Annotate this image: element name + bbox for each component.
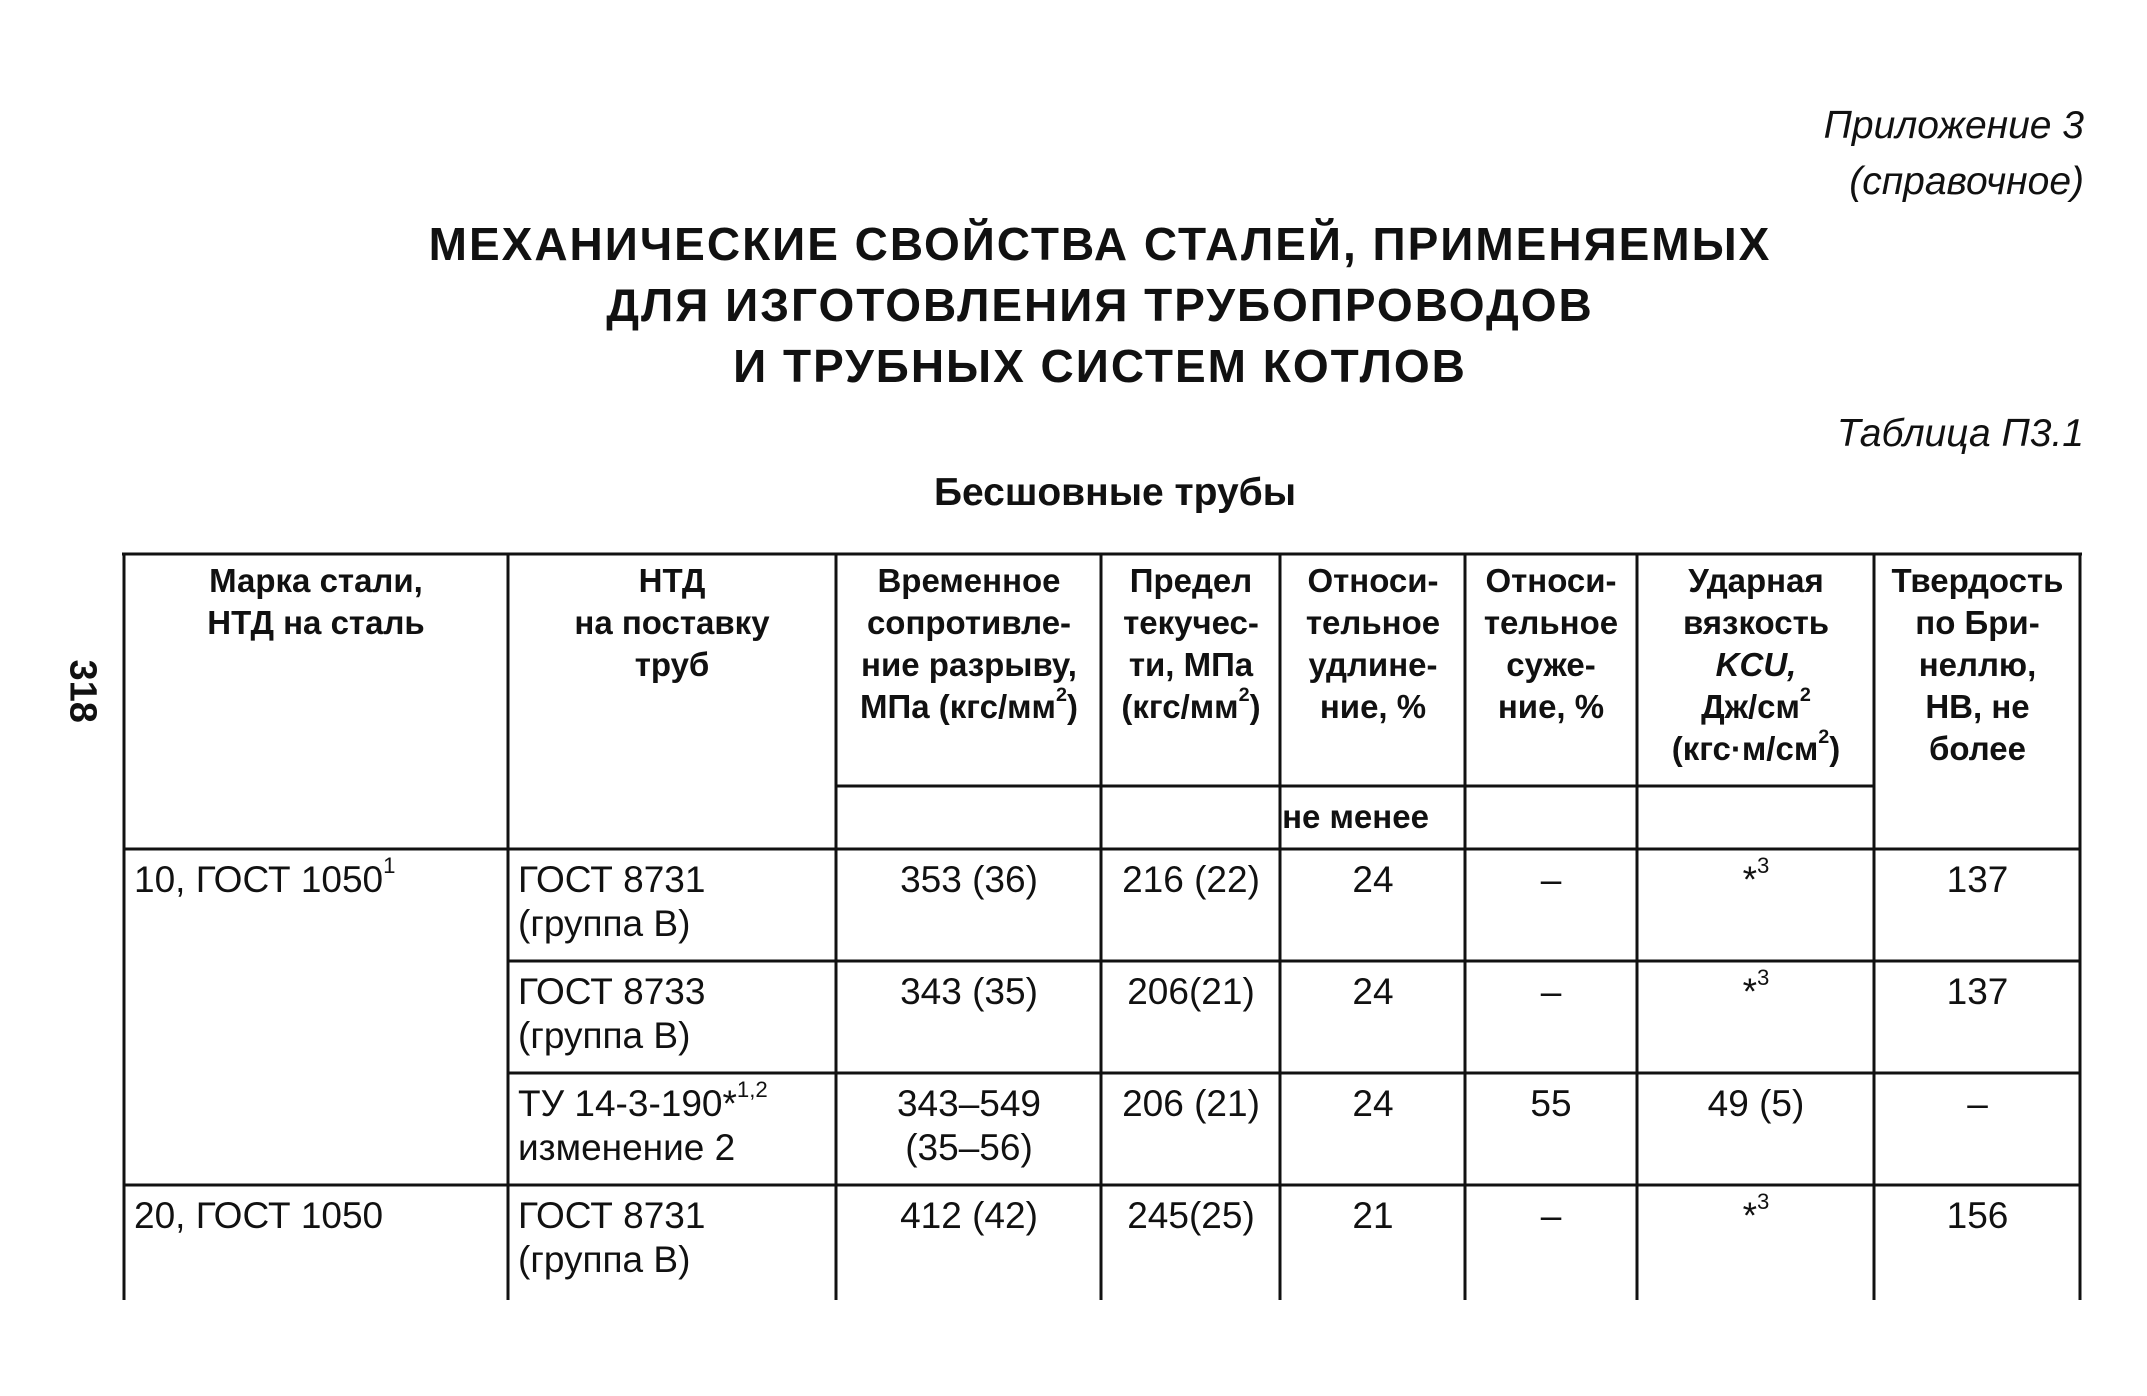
header-yield-strength: Предел текучес- ти, МПа $(кгс/мм^2)$ — [1121, 562, 1261, 725]
row-4-steel-grade: 20, ГОСТ 1050 — [134, 1195, 384, 1236]
title-line-1: МЕХАНИЧЕСКИЕ СВОЙСТВА СТАЛЕЙ, ПРИМЕНЯЕМЫХ — [428, 218, 1772, 270]
row-3-supply-ntd: ТУ 14-3-190*$^{1,2}$ изменение 2 — [518, 1077, 768, 1168]
row-4-impact-toughness: *$^3$ — [1742, 1189, 1770, 1236]
header-brinell-hardness: Твердость по Бри- неллю, НВ, не более — [1891, 562, 2064, 767]
row-4-supply-ntd: ГОСТ 8731 (группа В) — [518, 1195, 706, 1280]
appendix-line-2: (справочное) — [1849, 160, 2084, 203]
row-3-yield-strength: 206 (21) — [1122, 1083, 1260, 1124]
title-line-2: ДЛЯ ИЗГОТОВЛЕНИЯ ТРУБОПРОВОДОВ — [606, 279, 1594, 331]
header-steel-grade: Марка стали, НТД на сталь — [207, 562, 425, 641]
row-2-reduction: – — [1540, 971, 1562, 1012]
row-3-tensile-strength: 343–549 (35–56) — [896, 1083, 1042, 1168]
row-1-steel-grade: 10, ГОСТ 1050$^1$ — [134, 853, 396, 900]
row-1-impact-toughness: *$^3$ — [1742, 853, 1770, 900]
page-number: 318 — [61, 659, 104, 723]
header-not-less-than: не менее — [1282, 798, 1429, 835]
header-supply-ntd: НТД на поставку труб — [574, 562, 770, 683]
row-4-elongation: 21 — [1352, 1195, 1394, 1236]
title-line-3: И ТРУБНЫХ СИСТЕМ КОТЛОВ — [733, 340, 1467, 392]
row-1-tensile-strength: 353 (36) — [900, 859, 1038, 900]
row-2-yield-strength: 206(21) — [1127, 971, 1255, 1012]
row-3-reduction: 55 — [1530, 1083, 1572, 1124]
row-2-hardness: 137 — [1946, 971, 2009, 1012]
row-1-elongation: 24 — [1352, 859, 1394, 900]
row-1-hardness: 137 — [1946, 859, 2009, 900]
document-title — [300, 214, 1900, 397]
row-2-supply-ntd: ГОСТ 8733 (группа В) — [518, 971, 706, 1056]
row-2-elongation: 24 — [1352, 971, 1394, 1012]
row-1-reduction: – — [1540, 859, 1562, 900]
row-1-yield-strength: 216 (22) — [1122, 859, 1260, 900]
appendix-label — [1824, 98, 2084, 210]
row-4-tensile-strength: 412 (42) — [900, 1195, 1038, 1236]
table-subtitle: Бесшовные трубы — [933, 471, 1297, 514]
row-3-impact-toughness: 49 (5) — [1707, 1083, 1805, 1124]
table-number: Таблица П3.1 — [1836, 412, 2084, 455]
row-4-reduction: – — [1540, 1195, 1562, 1236]
row-2-tensile-strength: 343 (35) — [900, 971, 1038, 1012]
row-3-hardness: – — [1967, 1083, 1988, 1124]
header-reduction-of-area: Относи- тельное суже- ние, % — [1483, 562, 1619, 725]
row-4-hardness: 156 — [1946, 1195, 2009, 1236]
header-impact-toughness: Ударная вязкость KCU, $Дж/см^2$ $(кгс\cdot м/см^2)$ — [1671, 562, 1841, 767]
row-3-elongation: 24 — [1352, 1083, 1394, 1124]
header-tensile-strength: Временное сопротивле- ние разрыву, МПа $(кгс/мм^2)$ — [860, 562, 1078, 725]
appendix-line-1: Приложение 3 — [1823, 104, 2084, 147]
row-1-supply-ntd: ГОСТ 8731 (группа В) — [518, 859, 706, 944]
row-2-impact-toughness: *$^3$ — [1742, 965, 1770, 1012]
row-4-yield-strength: 245(25) — [1127, 1195, 1255, 1236]
header-elongation: Относи- тельное удлине- ние, % — [1305, 562, 1441, 725]
